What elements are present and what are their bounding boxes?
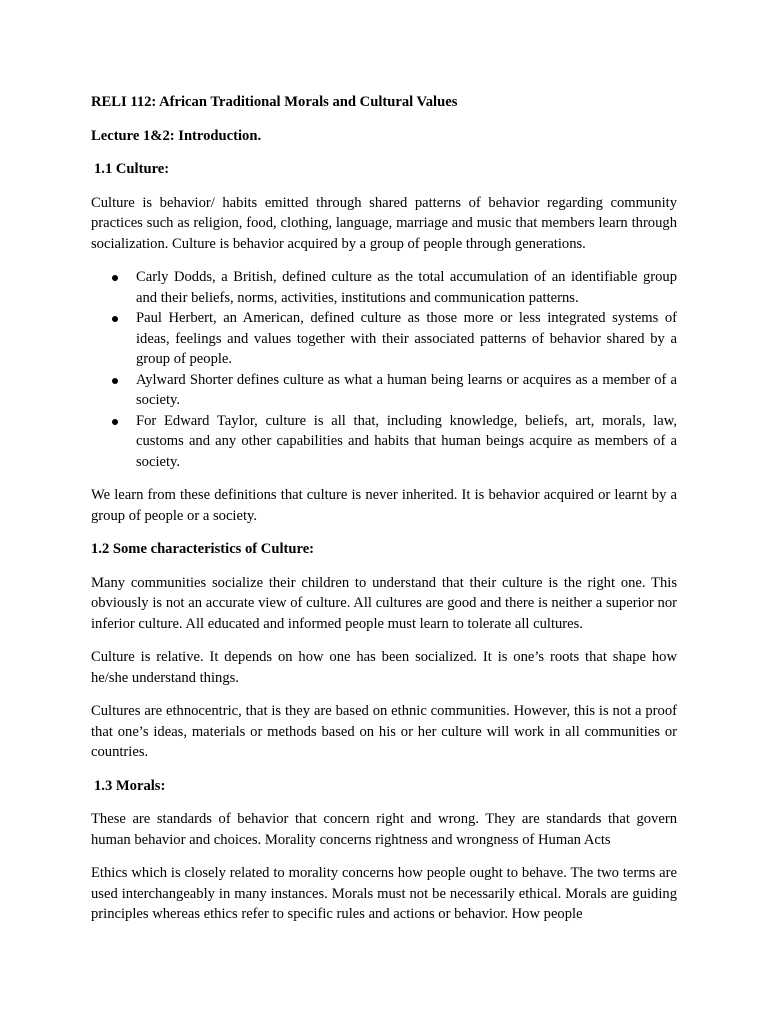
list-item-text: For Edward Taylor, culture is all that, including knowledge, beliefs, art, morals, law, customs and any other capabilities and habits that human beings acquire as members of a society. [136,412,677,470]
section-heading-culture: 1.1 Culture: [94,161,170,177]
lecture-title: Lecture 1&2: Introduction. [91,127,262,144]
bullet-icon [112,275,118,281]
list-item [91,267,677,308]
characteristics-paragraph: Cultures are ethnocentric, that is they are based on ethnic communities. However, this is not a proof that one’s ideas, materials or methods based on his or her culture will work in all communities or countries. [91,703,677,760]
section-heading-characteristics: 1.2 Some characteristics of Culture: [91,541,315,557]
culture-intro-paragraph: Culture is behavior/ habits emitted through shared patterns of behavior regarding community practices such as religion, food, clothing, language, marriage and music that members learn through socialization. Culture is behavior acquired by a group of people through generations. [91,194,677,252]
bullet-icon [112,316,118,322]
bullet-icon [112,419,118,425]
bullet-icon [112,378,118,384]
morals-paragraph: These are standards of behavior that concern right and wrong. They are standards that govern human behavior and choices. Morality concerns rightness and wrongness of Human Acts [91,811,677,848]
culture-conclusion-paragraph: We learn from these definitions that culture is never inherited. It is behavior acquired or learnt by a group of people or a society. [91,487,677,524]
characteristics-paragraph: Culture is relative. It depends on how one has been socialized. It is one’s roots that shape how he/she understand things. [91,649,677,686]
list-item [91,308,677,370]
characteristics-paragraph: Many communities socialize their children to understand that their culture is the right one. This obviously is not an accurate view of culture. All cultures are good and there is neither a superior nor inferior culture. All educated and informed people must learn to tolerate all cultures. [91,574,677,632]
course-title: RELI 112: African Traditional Morals and Cultural Values [91,94,458,110]
list-item [91,411,677,473]
list-item-text: Paul Herbert, an American, defined culture as those more or less integrated systems of ideas, feelings and values together with their associated patterns of behavior shared by a group of people. [136,310,677,367]
section-heading-morals: 1.3 Morals: [94,777,166,794]
morals-paragraph: Ethics which is closely related to morality concerns how people ought to behave. The two terms are used interchangeably in many instances. Morals must not be necessarily ethical. Morals are guiding principles whereas ethics refer to specific rules and actions or behavior. How people [91,865,677,922]
list-item-text: Carly Dodds, a British, defined culture as the total accumulation of an identifiable group and their beliefs, norms, activities, institutions and communication patterns. [136,269,677,306]
list-item-text: Aylward Shorter defines culture as what a human being learns or acquires as a member of a society. [136,371,677,408]
document-page [91,92,677,925]
culture-definitions-list [91,267,677,472]
list-item [91,370,677,411]
